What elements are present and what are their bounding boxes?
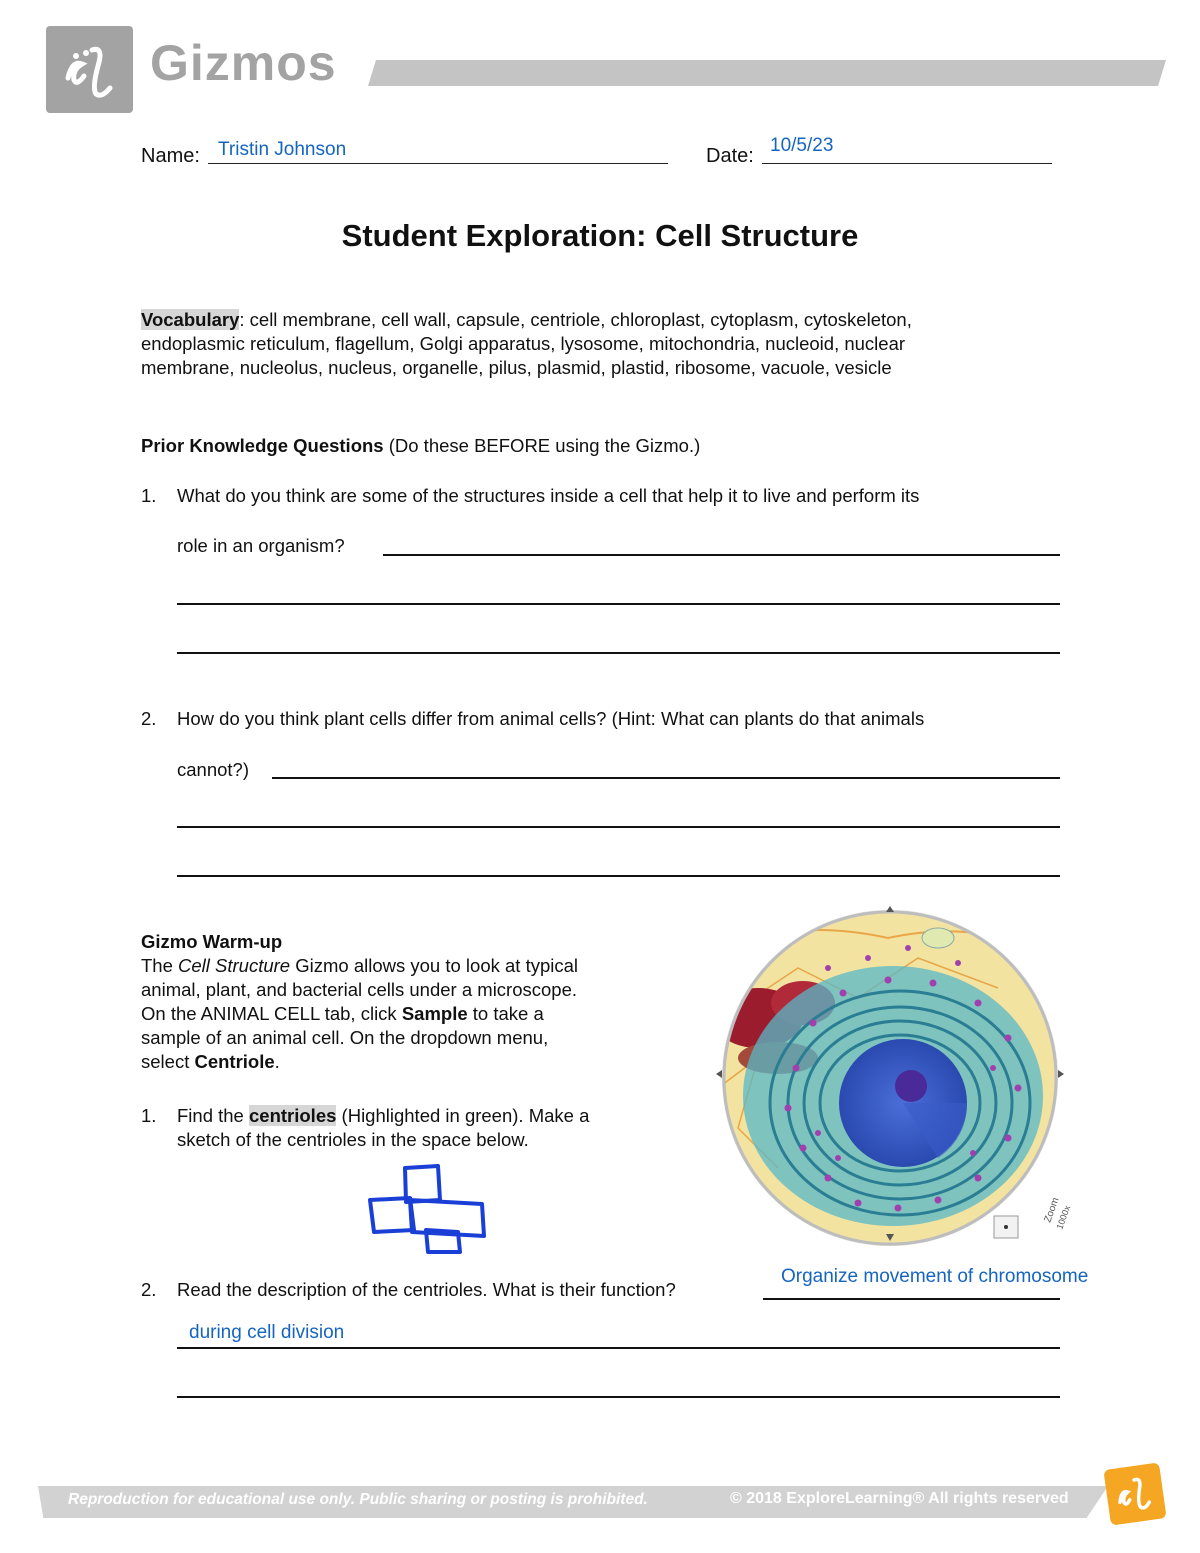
prior-heading-row <box>141 434 700 458</box>
el-logo-icon <box>46 26 133 113</box>
prior-q2-text: How do you think plant cells differ from animal cells? (Hint: What can plants do that animals <box>177 708 925 729</box>
warmup-text: The <box>141 955 179 976</box>
warmup-heading: Gizmo Warm-up <box>141 931 283 952</box>
zoom-value: 1000x <box>1054 1204 1073 1231</box>
el-logo-icon <box>1103 1462 1166 1525</box>
warmup-text: animal, plant, and bacterial cells under a microscope. <box>141 979 578 1000</box>
prior-q2-answer-line-1[interactable] <box>272 777 1060 779</box>
warmup-q2-text: Read the description of the centrioles. What is their function? <box>177 1279 676 1300</box>
warmup-text: Gizmo allows you to look at typical <box>290 955 579 976</box>
prior-q1-number: 1. <box>141 485 157 506</box>
page-title: Student Exploration: Cell Structure <box>341 218 859 253</box>
warmup-text: On the ANIMAL CELL tab, click <box>141 1003 402 1024</box>
warmup-q2-answer-2[interactable]: during cell division <box>189 1322 345 1343</box>
warmup-q2-answer-line-2[interactable] <box>177 1347 1060 1349</box>
name-label: Name: <box>141 145 200 167</box>
prior-q1-text-2: role in an organism? <box>177 535 345 556</box>
name-line <box>208 163 668 164</box>
date-label: Date: <box>706 145 754 167</box>
prior-note: (Do these BEFORE using the Gizmo.) <box>383 435 701 456</box>
warmup-text: . <box>274 1051 280 1072</box>
prior-q2-text-2: cannot?) <box>177 759 249 780</box>
vocabulary-block <box>141 308 1081 380</box>
prior-heading: Prior Knowledge Questions <box>141 435 384 456</box>
prior-q2-number: 2. <box>141 708 157 729</box>
prior-q1-answer-line-1[interactable] <box>383 554 1060 556</box>
sample-term: Sample <box>401 1003 468 1024</box>
brand-name: Gizmos <box>150 35 337 91</box>
vocabulary-line-1: : cell membrane, cell wall, capsule, centriole, chloroplast, cytoplasm, cytoskeleton, <box>239 309 912 330</box>
warmup-q1-part: Find the <box>177 1105 249 1126</box>
prior-q1-answer-line-3[interactable] <box>177 652 1060 654</box>
animal-cell-microscope-image <box>718 908 1073 1248</box>
prior-q2-answer-line-3[interactable] <box>177 875 1060 877</box>
centriole-sketch <box>360 1160 500 1260</box>
warmup-text: select <box>141 1051 195 1072</box>
warmup-text: to take a <box>467 1003 544 1024</box>
vocabulary-label: Vocabulary <box>141 309 240 330</box>
centrioles-highlight: centrioles <box>249 1105 337 1126</box>
zoom-label: Zoom <box>1042 1196 1062 1225</box>
prior-q2-answer-line-2[interactable] <box>177 826 1060 828</box>
date-line <box>762 163 1052 164</box>
gizmo-name: Cell Structure <box>178 955 291 976</box>
explorelearning-logo <box>1103 1462 1166 1525</box>
warmup-q1-text <box>177 1104 589 1128</box>
warmup-q1-number: 1. <box>141 1105 157 1126</box>
vocabulary-line-2: endoplasmic reticulum, flagellum, Golgi apparatus, lysosome, mitochondria, nucleoid, nuclear <box>141 333 906 354</box>
warmup-q2-answer-line-1[interactable] <box>763 1298 1060 1300</box>
centriole-term: Centriole <box>194 1051 275 1072</box>
gizmos-logo <box>46 26 133 113</box>
warmup-text: sample of an animal cell. On the dropdown menu, <box>141 1027 549 1048</box>
prior-q1-answer-line-2[interactable] <box>177 603 1060 605</box>
date-value[interactable]: 10/5/23 <box>770 135 834 156</box>
warmup-q1-part: (Highlighted in green). Make a <box>336 1105 590 1126</box>
warmup-block <box>141 930 701 1074</box>
header-bar <box>368 60 1166 86</box>
footer-copyright: © 2018 ExploreLearning® All rights reserved <box>730 1490 1069 1507</box>
footer-disclaimer: Reproduction for educational use only. Public sharing or posting is prohibited. <box>68 1491 648 1508</box>
warmup-q2-answer-line-3[interactable] <box>177 1396 1060 1398</box>
vocabulary-line-3: membrane, nucleolus, nucleus, organelle, pilus, plasmid, plastid, ribosome, vacuole, vesicle <box>141 357 892 378</box>
warmup-q2-number: 2. <box>141 1279 157 1300</box>
warmup-q2-answer-1[interactable]: Organize movement of chromosome <box>781 1266 1089 1287</box>
warmup-q1-text-2: sketch of the centrioles in the space below. <box>177 1129 529 1150</box>
prior-q1-text: What do you think are some of the structures inside a cell that help it to live and perform its <box>177 485 920 506</box>
name-value[interactable]: Tristin Johnson <box>218 139 347 160</box>
